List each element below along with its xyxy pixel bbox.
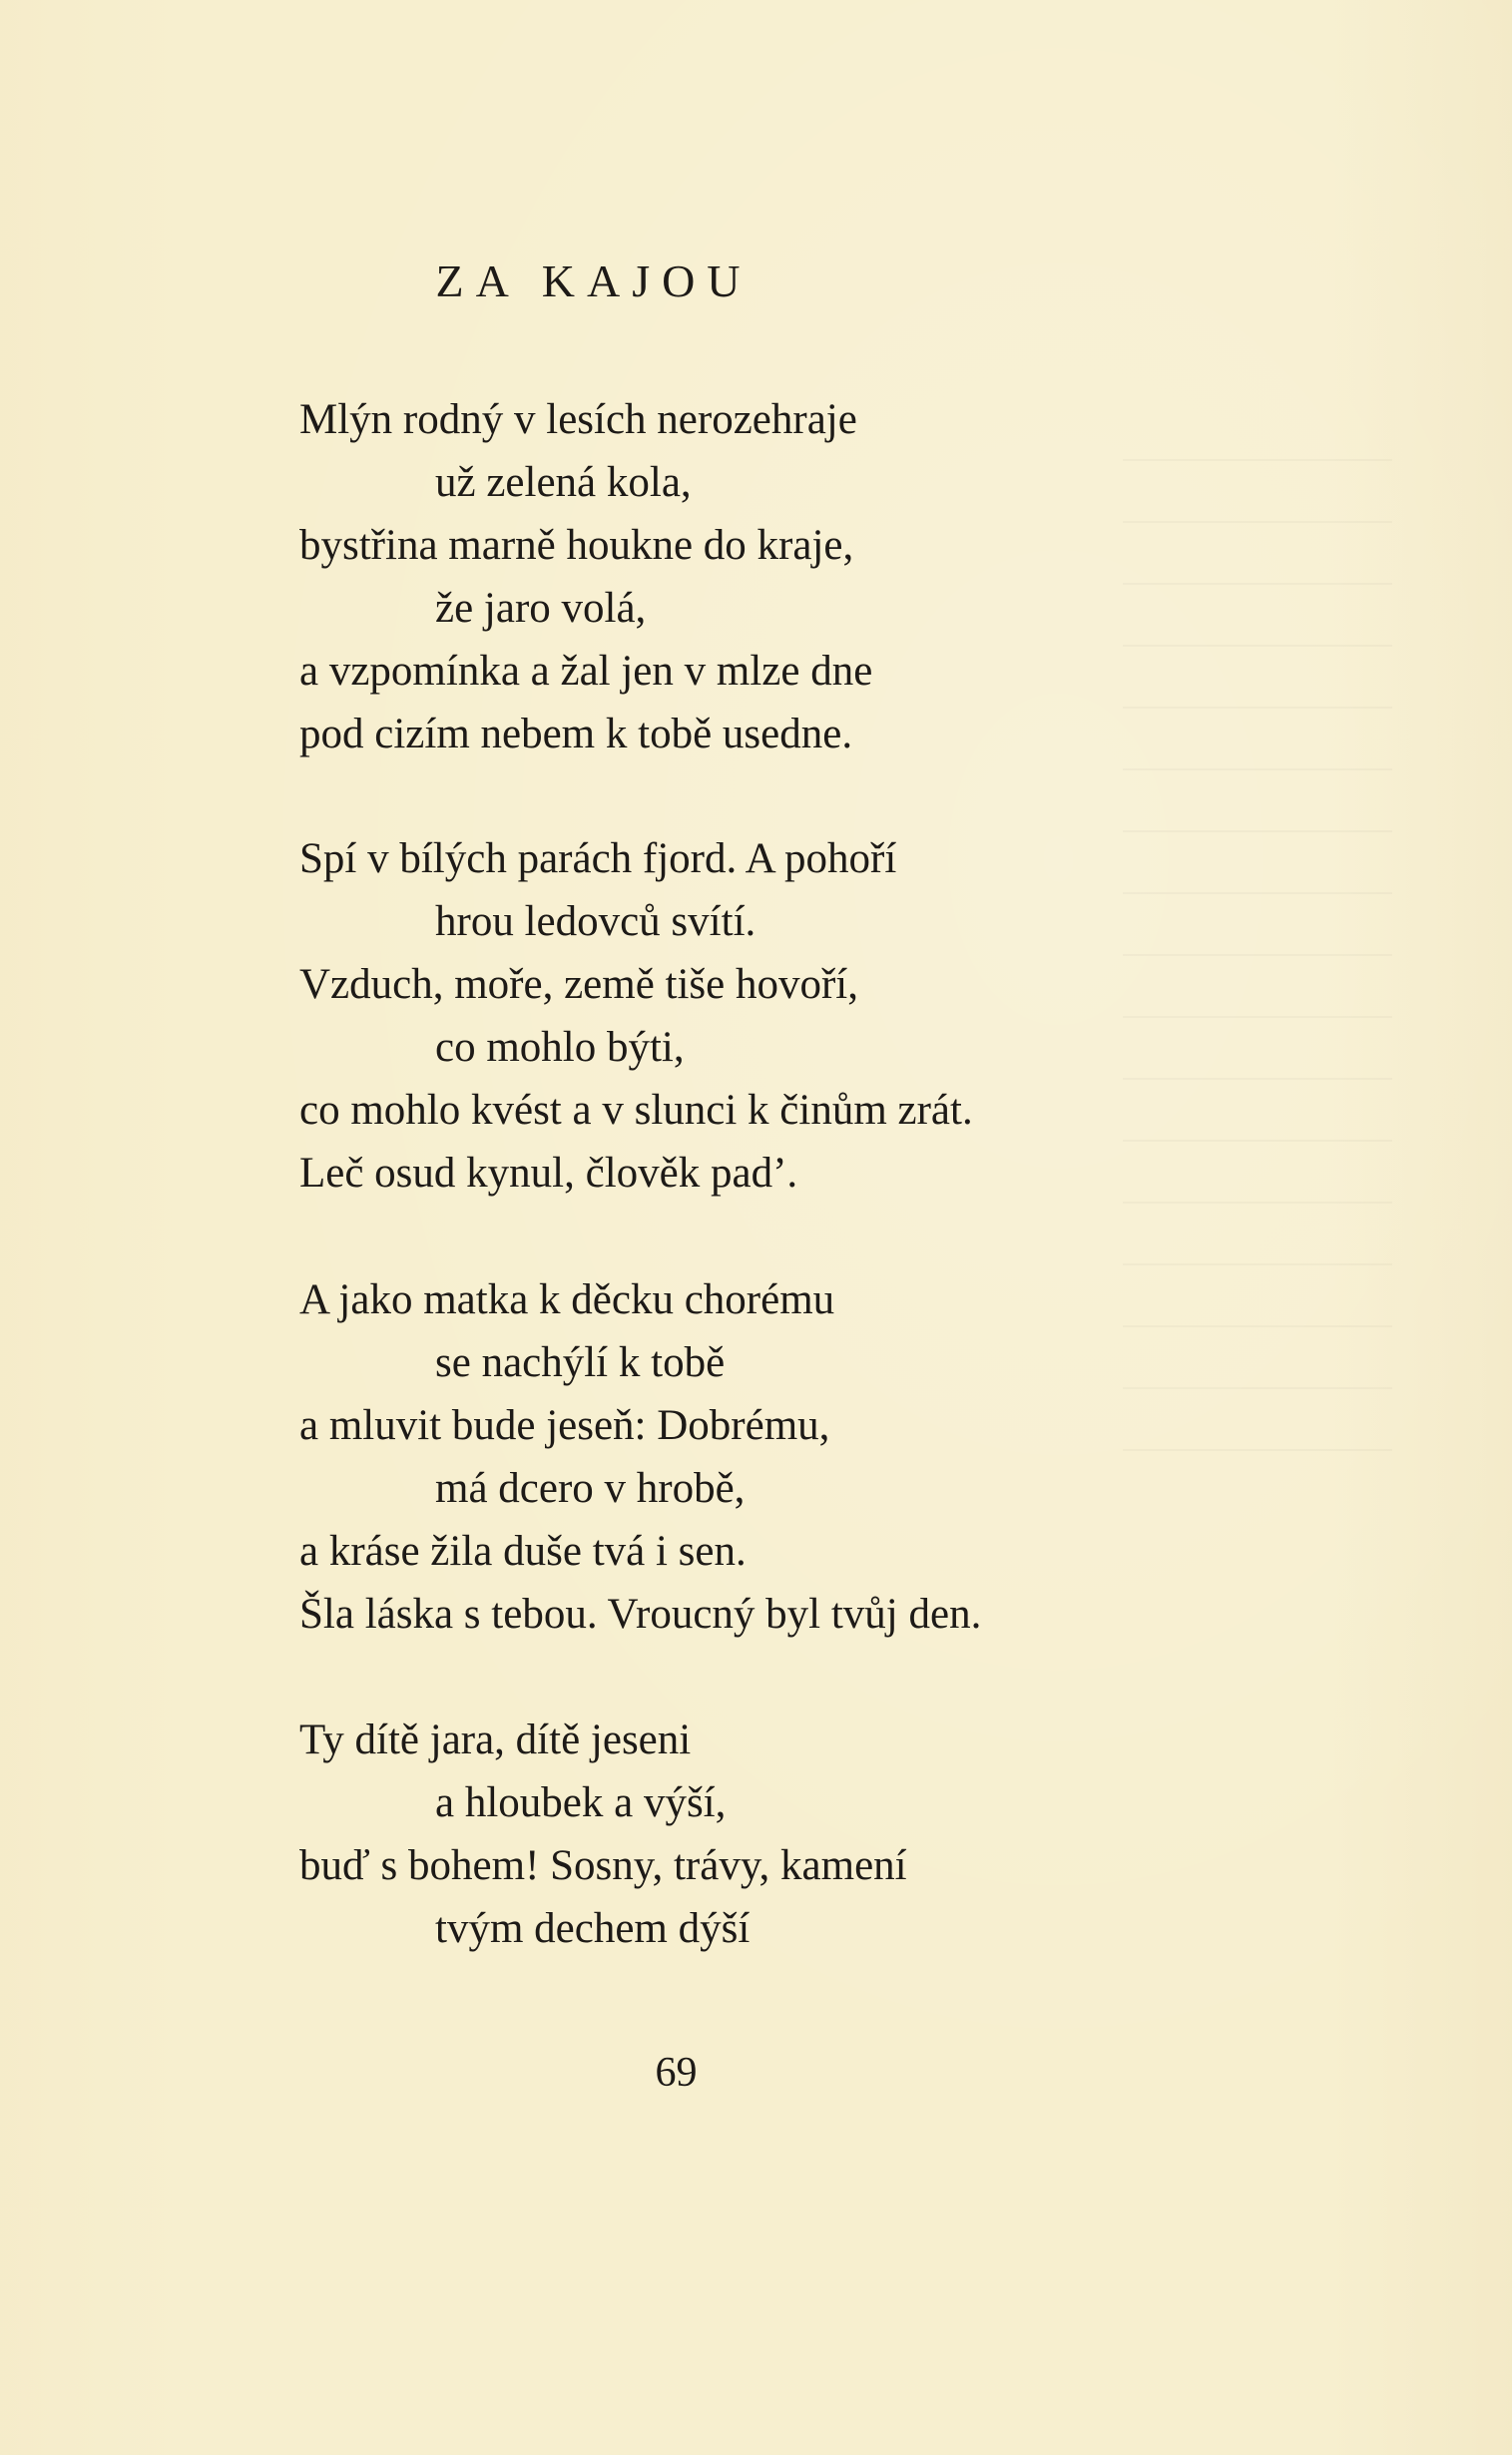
show-through-texture bbox=[1123, 459, 1392, 1457]
poem-line: už zelená kola, bbox=[435, 459, 692, 506]
poem-line: Mlýn rodný v lesích nerozehraje bbox=[299, 396, 857, 443]
poem-line: Leč osud kynul, člověk pad’. bbox=[299, 1150, 798, 1197]
poem-line: tvým dechem dýší bbox=[435, 1905, 751, 1952]
poem-title: ZA KAJOU bbox=[435, 255, 753, 306]
poem-line: Šla láska s tebou. Vroucný byl tvůj den. bbox=[299, 1591, 982, 1638]
poem-line: že jaro volá, bbox=[435, 585, 647, 632]
poem-line: pod cizím nebem k tobě usedne. bbox=[299, 711, 853, 757]
poem-line: co mohlo býti, bbox=[435, 1024, 685, 1071]
poem-line: má dcero v hrobě, bbox=[435, 1465, 746, 1512]
poem-line: Ty dítě jara, dítě jeseni bbox=[299, 1717, 692, 1763]
poem-line: A jako matka k děcku chorému bbox=[299, 1276, 835, 1323]
poem-line: bystřina marně houkne do kraje, bbox=[299, 522, 854, 569]
poem-line: a mluvit bude jeseň: Dobrému, bbox=[299, 1402, 830, 1449]
poem-line: a hloubek a výší, bbox=[435, 1779, 727, 1826]
poem-line: Spí v bílých parách fjord. A pohoří bbox=[299, 835, 897, 882]
page-number: 69 bbox=[655, 2050, 698, 2096]
poem-line: a vzpomínka a žal jen v mlze dne bbox=[299, 648, 873, 695]
poem-line: se nachýlí k tobě bbox=[435, 1339, 726, 1386]
poem-line: co mohlo kvést a v slunci k činům zrát. bbox=[299, 1087, 973, 1134]
poem-line: Vzduch, moře, země tiše hovoří, bbox=[299, 961, 859, 1008]
poem-line: buď s bohem! Sosny, trávy, kamení bbox=[299, 1842, 907, 1889]
poem-line: a kráse žila duše tvá i sen. bbox=[299, 1528, 747, 1575]
poem-line: hrou ledovců svítí. bbox=[435, 898, 756, 945]
